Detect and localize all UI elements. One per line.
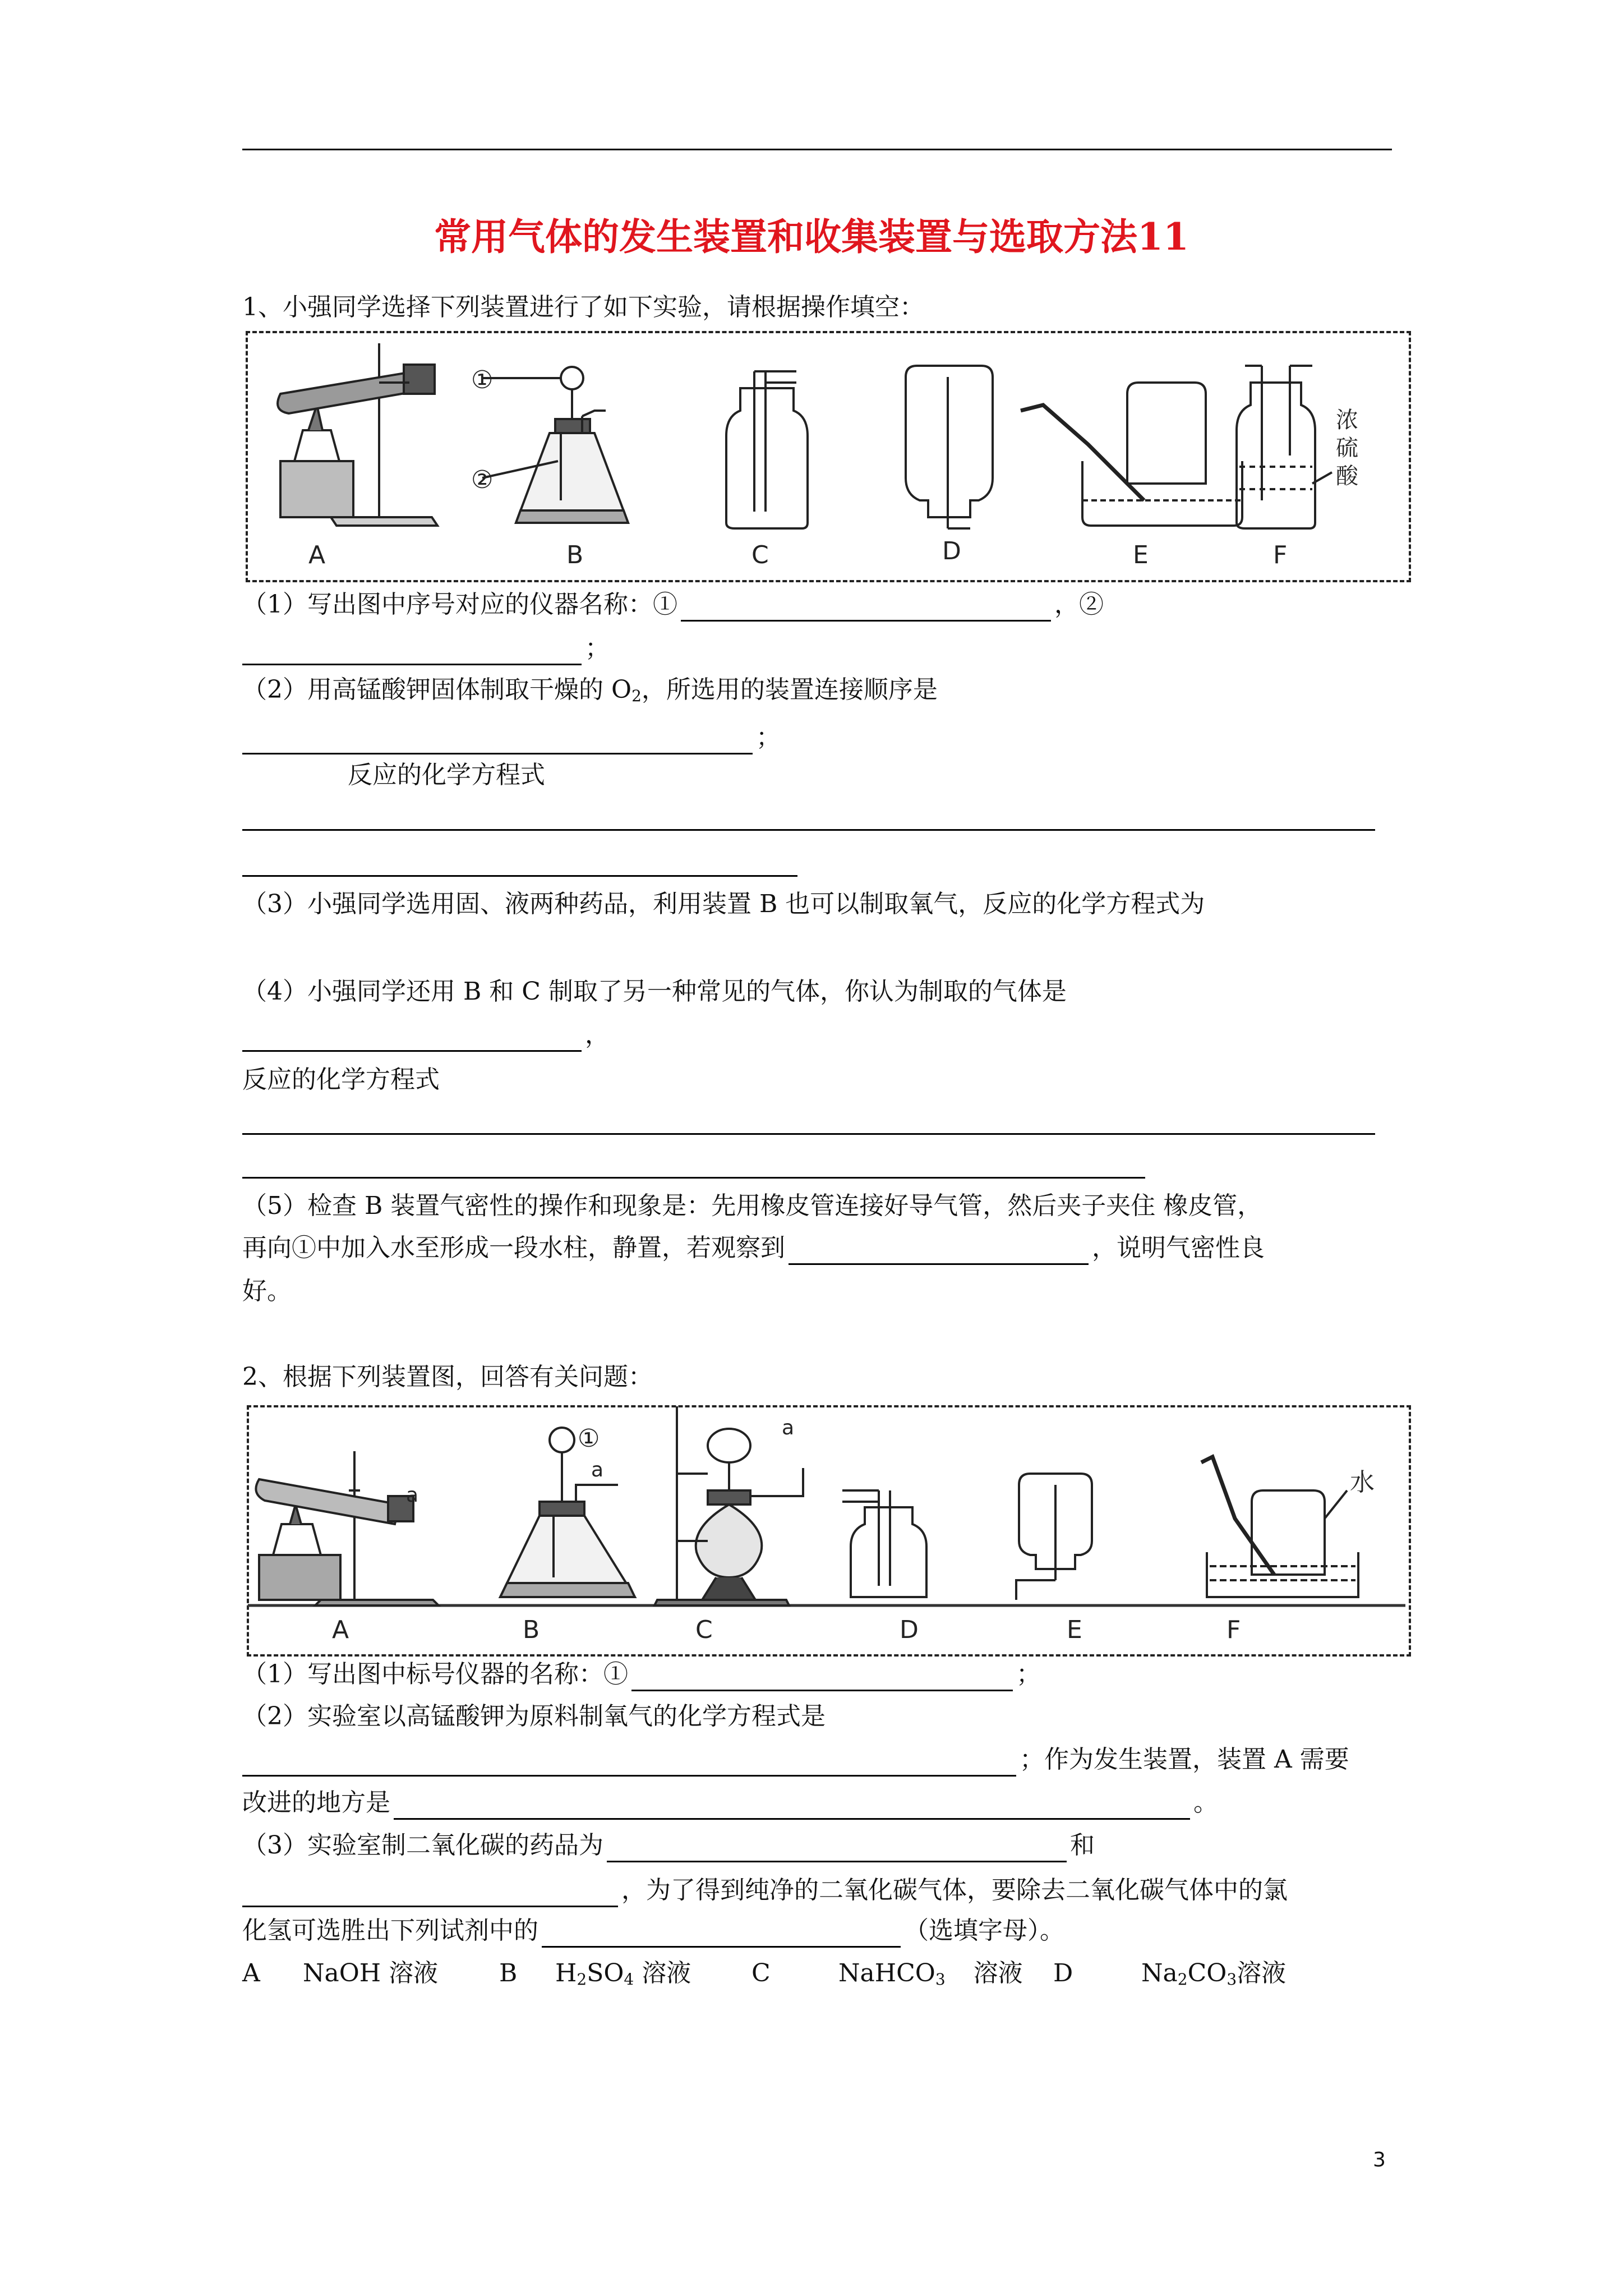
q2-p3-line3 [242, 1914, 1064, 1948]
q2-answer-blank-3[interactable] [394, 1793, 1190, 1820]
page-title: 常用气体的发生装置和收集装置与选取方法11 [434, 215, 1189, 259]
q1-answer-line-8[interactable] [242, 1177, 1145, 1179]
q2-water-label: 水 [1350, 1468, 1375, 1497]
q1-p2-sub: 2 [631, 687, 642, 705]
q2-apparatus-e [1016, 1474, 1092, 1600]
q2-p2-text: （2）实验室以高锰酸钾为原料制氧气的化学方程式是 [242, 1702, 826, 1731]
q2-answer-blank-4[interactable] [607, 1836, 1067, 1862]
q2-p3-and: 和 [1070, 1831, 1095, 1860]
q1-p4-text: （4）小强同学还用 B 和 C 制取了另一种常见的气体，你认为制取的气体是 [242, 977, 1067, 1006]
q2-apparatus-c [654, 1406, 803, 1605]
q1-p5-line2 [242, 1231, 1265, 1265]
q2-p2-end: 。 [1193, 1788, 1218, 1817]
q1-answer-blank-6[interactable] [242, 1025, 582, 1052]
page-number: 3 [1373, 2148, 1386, 2171]
option-c-text: NaHCO$_3$ 溶液 [838, 1959, 1023, 1989]
option-a-letter: A [242, 1959, 260, 1987]
q1-acid-label-1: 浓 [1336, 407, 1358, 433]
q2-p3-line3-text: 化氢可选胜出下列试剂中的 [242, 1916, 538, 1945]
q1-apparatus-f [1237, 366, 1332, 528]
q2-p2-line3 [242, 1786, 1218, 1820]
q2-a-label-1: a [406, 1484, 419, 1507]
q1-answer-line-7[interactable] [242, 1133, 1375, 1135]
q1-label-e: E [1133, 541, 1149, 569]
q1-label-d: D [942, 537, 961, 565]
q1-label-a: A [308, 541, 326, 569]
q1-answer-blank-9[interactable] [789, 1239, 1089, 1265]
q2-answer-blank-6[interactable] [542, 1921, 901, 1948]
q2-circle-1: ① [578, 1424, 600, 1453]
q1-p1-line [242, 588, 1104, 622]
q1-p2-text-a: （2）用高锰酸钾固体制取干燥的 O [242, 675, 632, 704]
q2-label-e: E [1067, 1616, 1082, 1644]
q1-p2-line [242, 673, 938, 713]
q2-a-label-3: a [782, 1416, 795, 1439]
q1-circle-2: ② [471, 466, 494, 494]
q1-p3-text: （3）小强同学选用固、液两种药品，利用装置 B 也可以制取氧气，反应的化学方程式为 [242, 890, 1205, 918]
q2-p3-line2-text: ，为了得到纯净的二氧化碳气体，要除去二氧化碳气体中的氯 [621, 1876, 1288, 1904]
q1-p2-text-b: ，所选用的装置连接顺序是 [641, 675, 938, 704]
q2-p3-line [242, 1829, 1095, 1862]
q1-apparatus-b [482, 367, 628, 523]
q2-p3-hint: （选填字母）。 [904, 1916, 1064, 1945]
q1-p2-end: ； [756, 723, 781, 752]
option-d-letter: D [1053, 1959, 1073, 1987]
q1-apparatus-c [726, 371, 808, 528]
option-c-letter: C [751, 1959, 771, 1987]
q2-label-d: D [900, 1616, 919, 1644]
q2-a-label-2: a [591, 1458, 604, 1481]
q1-apparatus-d [906, 366, 993, 528]
q2-intro: 2、根据下列装置图，回答有关问题： [242, 1363, 653, 1391]
q2-p2-line2 [242, 1743, 1349, 1777]
q2-p1-end: ； [1016, 1660, 1041, 1688]
q1-p2-eq-label: 反应的化学方程式 [348, 761, 545, 789]
option-b-text: $H_2SO_4$ 溶液 [555, 1959, 691, 1989]
q2-apparatus-f [1201, 1457, 1358, 1597]
q1-apparatus-figure [247, 332, 1405, 577]
q1-p2-line2 [242, 721, 781, 754]
q1-answer-blank-1[interactable] [681, 595, 1051, 622]
q2-label-a: A [332, 1616, 349, 1644]
option-b-letter: B [499, 1959, 518, 1987]
q1-answer-line-5[interactable] [242, 875, 797, 877]
q1-label-c: C [751, 541, 769, 569]
q2-apparatus-figure [248, 1406, 1405, 1651]
q1-circle-1: ① [471, 366, 494, 394]
q1-answer-blank-2[interactable] [242, 639, 582, 665]
q2-p1-text: （1）写出图中标号仪器的名称：① [242, 1660, 628, 1688]
header-rule [242, 149, 1392, 150]
q1-apparatus-e [1021, 383, 1242, 526]
q2-p3-line2 [242, 1874, 1288, 1907]
q1-p1-line2 [242, 632, 610, 665]
q2-answer-blank-2[interactable] [242, 1750, 1016, 1777]
q1-apparatus-a [278, 343, 437, 526]
q2-answer-blank-5[interactable] [242, 1881, 618, 1907]
q2-label-b: B [523, 1616, 540, 1644]
q1-p5-line3: 好。 [242, 1277, 292, 1305]
q1-label-f: F [1273, 541, 1288, 569]
q2-p1-line [242, 1658, 1041, 1691]
q1-p5-text: 再向①中加入水至形成一段水柱，静置，若观察到 [242, 1234, 785, 1262]
q1-p4-line2 [242, 1018, 610, 1052]
q2-apparatus-b [500, 1428, 635, 1597]
q2-p2-line3-text: 改进的地方是 [242, 1788, 390, 1817]
q1-acid-label-3: 酸 [1336, 463, 1358, 489]
q1-p1-end: ； [585, 634, 610, 662]
q1-p1-text: （1）写出图中序号对应的仪器名称：① [242, 590, 677, 619]
q1-p4-eq-label: 反应的化学方程式 [242, 1065, 440, 1094]
q2-label-f: F [1227, 1616, 1241, 1644]
q2-label-c: C [695, 1616, 713, 1644]
q1-p4-end: ， [585, 1020, 610, 1049]
option-d-text: $Na_2CO_3$溶液 [1141, 1959, 1287, 1989]
q2-answer-blank-1[interactable] [631, 1665, 1013, 1691]
q1-label-b: B [566, 541, 584, 569]
q2-apparatus-a [256, 1451, 439, 1605]
q1-p5-text-b: ，说明气密性良 [1092, 1234, 1265, 1262]
q2-p2-mid: ；作为发生装置，装置 A 需要 [1020, 1745, 1349, 1774]
q1-acid-label-2: 硫 [1336, 435, 1358, 461]
q2-p3-text: （3）实验室制二氧化碳的药品为 [242, 1831, 603, 1860]
q1-answer-blank-3[interactable] [242, 728, 753, 754]
q1-intro: 1、小强同学选择下列装置进行了如下实验，请根据操作填空： [242, 293, 924, 321]
q1-p5-line1: （5）检查 B 装置气密性的操作和现象是：先用橡皮管连接好导气管，然后夹子夹住 橡皮管， [242, 1191, 1262, 1220]
q1-answer-line-4[interactable] [242, 829, 1375, 831]
option-a-text: NaOH 溶液 [303, 1959, 439, 1987]
q2-apparatus-d [842, 1490, 926, 1597]
q1-p1-sep: ，② [1054, 590, 1104, 619]
